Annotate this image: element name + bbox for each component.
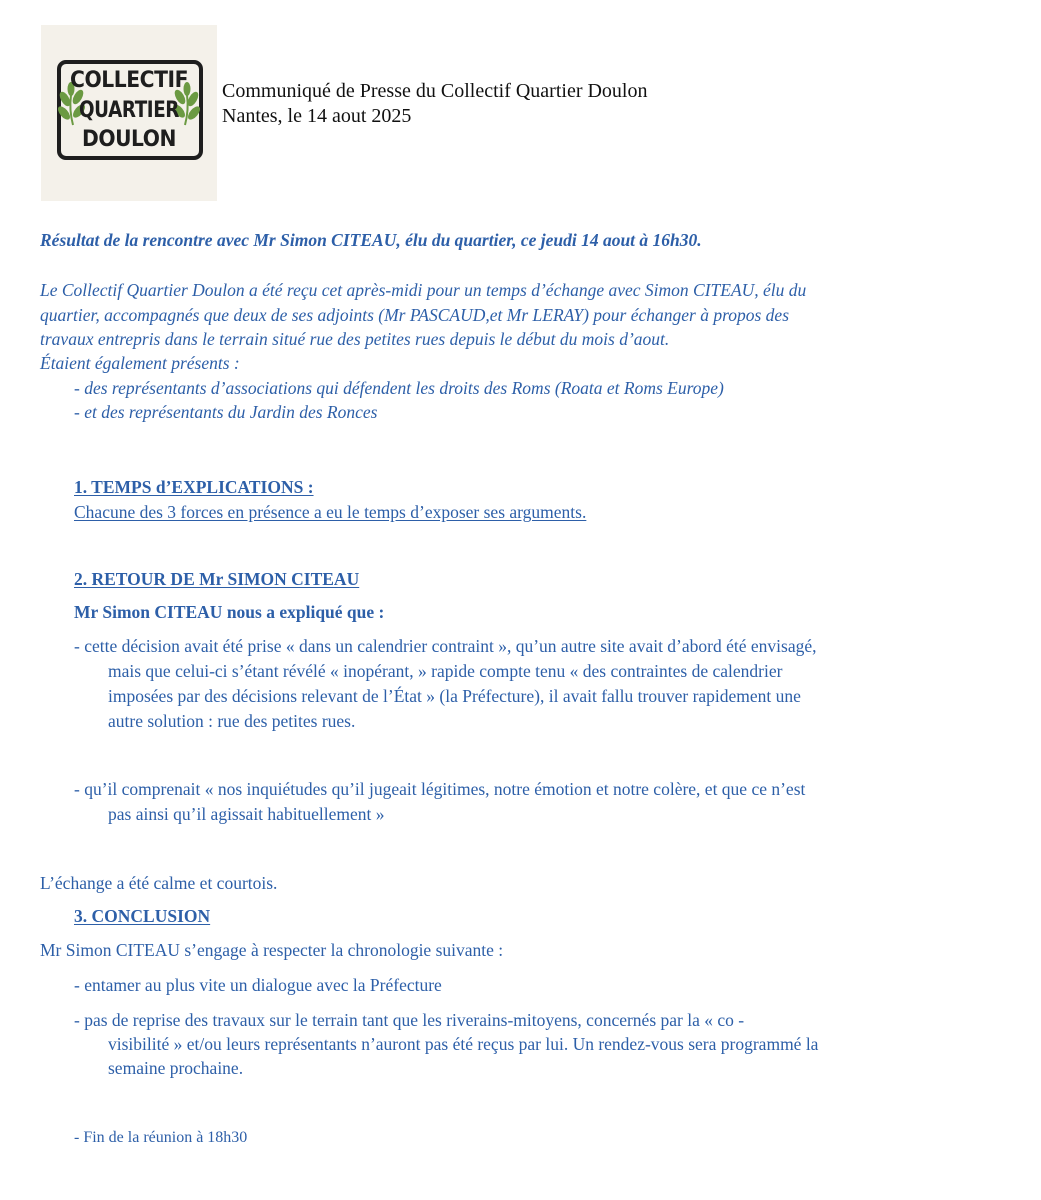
meeting-end: - Fin de la réunion à 18h30 — [74, 1129, 248, 1146]
section2-bullet1-line1: - cette décision avait été prise « dans un calendrier contraint », qu’un autre site avait d’abord été envisagé, — [74, 636, 817, 656]
logo — [41, 25, 217, 201]
section3-heading: 3. CONCLUSION — [74, 906, 211, 926]
section2-heading: 2. RETOUR DE Mr SIMON CITEAU — [74, 569, 360, 589]
press-release-title: Communiqué de Presse du Collectif Quartier Doulon — [222, 80, 648, 102]
section3-bullet2-line3: semaine prochaine. — [108, 1058, 244, 1078]
section1-text: Chacune des 3 forces en présence a eu le temps d’exposer ses arguments. — [74, 502, 587, 522]
header — [222, 79, 647, 129]
intro-line-1: Le Collectif Quartier Doulon a été reçu cet après-midi pour un temps d’échange avec Simon CITEAU, élu du — [40, 280, 807, 300]
section3-bullet1: - entamer au plus vite un dialogue avec la Préfecture — [74, 975, 442, 995]
intro-line-3: travaux entrepris dans le terrain situé rue des petites rues depuis le début du mois d’aout. — [40, 329, 670, 349]
intro-line-2: quartier, accompagnés que deux de ses adjoints (Mr PASCAUD,et Mr LERAY) pour échanger à propos des — [40, 305, 790, 325]
section1-heading: 1. TEMPS d’EXPLICATIONS : — [74, 477, 314, 497]
present-item-1: - des représentants d’associations qui défendent les droits des Roms (Roata et Roms Europe) — [74, 378, 724, 398]
present-item-2: - et des représentants du Jardin des Ronces — [74, 402, 378, 422]
section2-bullet1-line3: imposées par des décisions relevant de l’État » (la Préfecture), il avait fallu trouver rapidement une — [108, 686, 801, 706]
section2-subheading: Mr Simon CITEAU nous a expliqué que : — [74, 602, 385, 622]
section2-bullet2-line2: pas ainsi qu’il agissait habituellement » — [108, 804, 385, 824]
intro-line-4: Étaient également présents : — [40, 353, 240, 373]
exchange-calm: L’échange a été calme et courtois. — [40, 873, 278, 893]
logo-graphic — [41, 25, 217, 201]
section2-bullet1-line4: autre solution : rue des petites rues. — [108, 711, 356, 731]
section2-bullet2-line1: - qu’il comprenait « nos inquiétudes qu’il jugeait légitimes, notre émotion et notre colère, et que ce n’est — [74, 779, 806, 799]
section2-bullet1-line2: mais que celui-ci s’étant révélé « inopérant, » rapide compte tenu « des contraintes de calendrier — [108, 661, 783, 681]
logo-line-1: COLLECTIF — [70, 68, 188, 93]
section3-bullet2-line2: visibilité » et/ou leurs représentants n’auront pas été reçus par lui. Un rendez-vous sera programmé la — [108, 1034, 819, 1054]
logo-line-2: QUARTIER — [79, 98, 180, 123]
section3-bullet2-line1: - pas de reprise des travaux sur le terrain tant que les riverains-mitoyens, concernés par la « co - — [74, 1010, 745, 1030]
logo-line-3: DOULON — [82, 127, 176, 152]
section3-intro: Mr Simon CITEAU s’engage à respecter la chronologie suivante : — [40, 940, 504, 960]
headline: Résultat de la rencontre avec Mr Simon CITEAU, élu du quartier, ce jeudi 14 aout à 16h30. — [40, 230, 702, 250]
dateline: Nantes, le 14 aout 2025 — [222, 105, 412, 127]
